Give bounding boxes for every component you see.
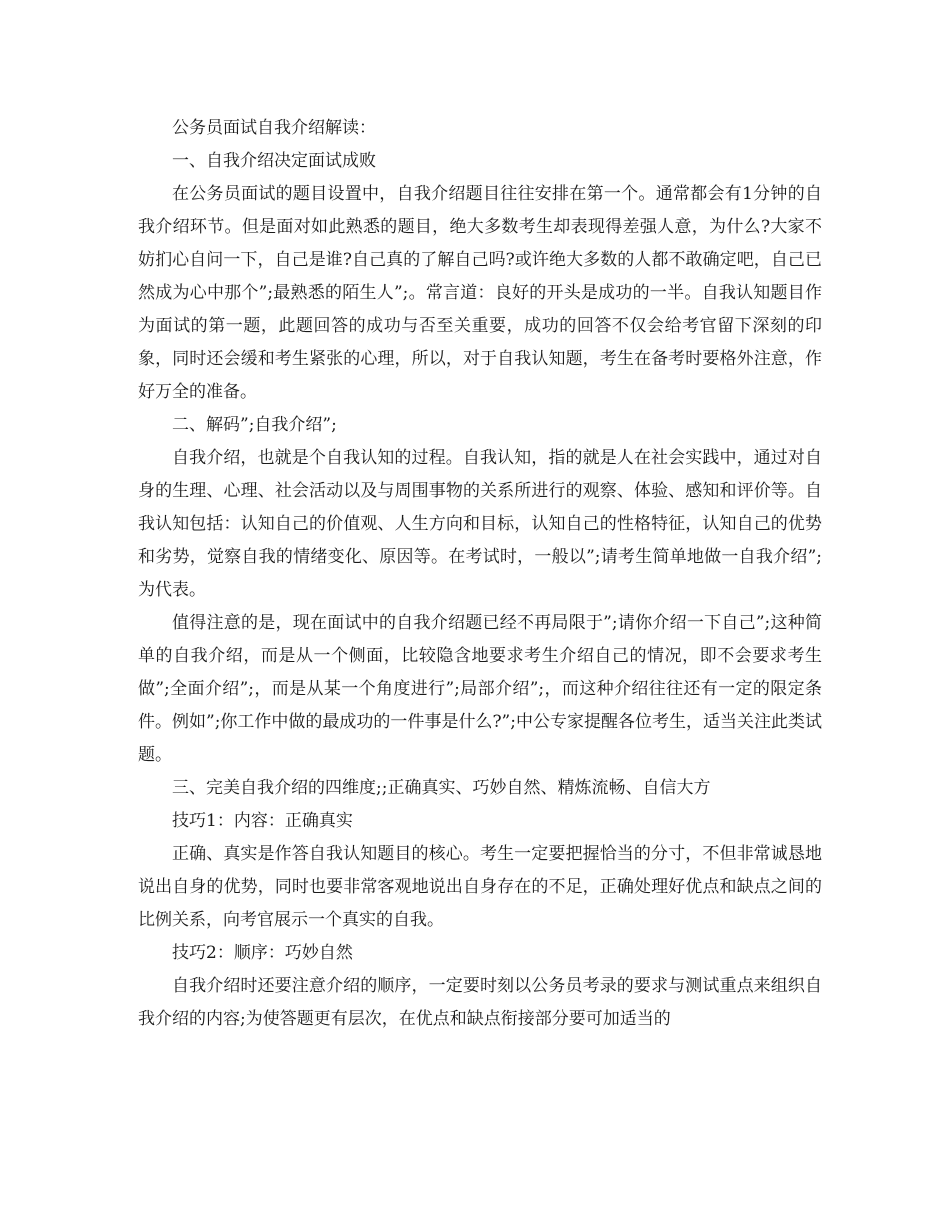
document-body xyxy=(138,112,822,1036)
section-heading-3: 三、完美自我介绍的四维度;;正确真实、巧妙自然、精炼流畅、自信大方 xyxy=(172,778,711,798)
section-heading-2: 二、解码”;自我介绍”; xyxy=(172,415,337,435)
paragraph-3: 值得注意的是，现在面试中的自我介绍题已经不再局限于”;请你介绍一下自己”;这种简单的自我介绍，而是从一个侧面，比较隐含地要求考生介绍自己的情况，即不会要求考生做”;全面介绍”;，而是从某一个角度进行”;局部介绍”;，而这种介绍往往还有一定的限定条件。例如”;你工作中做的最成功的一件事是什么?”;中公专家提醒各位考生，适当关注此类试题。 xyxy=(138,613,822,765)
paragraph-1: 在公务员面试的题目设置中，自我介绍题目往往安排在第一个。通常都会有1分钟的自我介绍环节。但是面对如此熟悉的题目，绝大多数考生却表现得差强人意，为什么?大家不妨扪心自问一下，自己是谁?自己真的了解自己吗?或许绝大多数的人都不敢确定吧，自己已然成为心中那个”;最熟悉的陌生人”;。常言道：良好的开头是成功的一半。自我认知题目作为面试的第一题，此题回答的成功与否至关重要，成功的回答不仅会给考官留下深刻的印象，同时还会缓和考生紧张的心理，所以，对于自我认知题，考生在备考时要格外注意，作好万全的准备。 xyxy=(138,184,822,402)
paragraph-5: 自我介绍时还要注意介绍的顺序，一定要时刻以公务员考录的要求与测试重点来组织自我介绍的内容;为使答题更有层次，在优点和缺点衔接部分要可加适当的 xyxy=(138,976,822,1029)
section-heading-1: 一、自我介绍决定面试成败 xyxy=(172,151,376,171)
paragraph-2: 自我介绍，也就是个自我认知的过程。自我认知，指的就是人在社会实践中，通过对自身的生理、心理、社会活动以及与周围事物的关系所进行的观察、体验、感知和评价等。自我认知包括：认知自己的价值观、人生方向和目标，认知自己的性格特征，认知自己的优势和劣势，觉察自我的情绪变化、原因等。在考试时，一般以”;请考生简单地做一自我介绍”;为代表。 xyxy=(138,448,822,600)
tip-heading-2: 技巧2：顺序：巧妙自然 xyxy=(172,943,353,963)
paragraph-4: 正确、真实是作答自我认知题目的核心。考生一定要把握恰当的分寸，不但非常诚恳地说出自身的优势，同时也要非常客观地说出自身存在的不足，正确处理好优点和缺点之间的比例关系，向考官展示一个真实的自我。 xyxy=(138,844,822,930)
tip-heading-1: 技巧1：内容：正确真实 xyxy=(172,811,353,831)
document-title: 公务员面试自我介绍解读： xyxy=(172,118,376,138)
